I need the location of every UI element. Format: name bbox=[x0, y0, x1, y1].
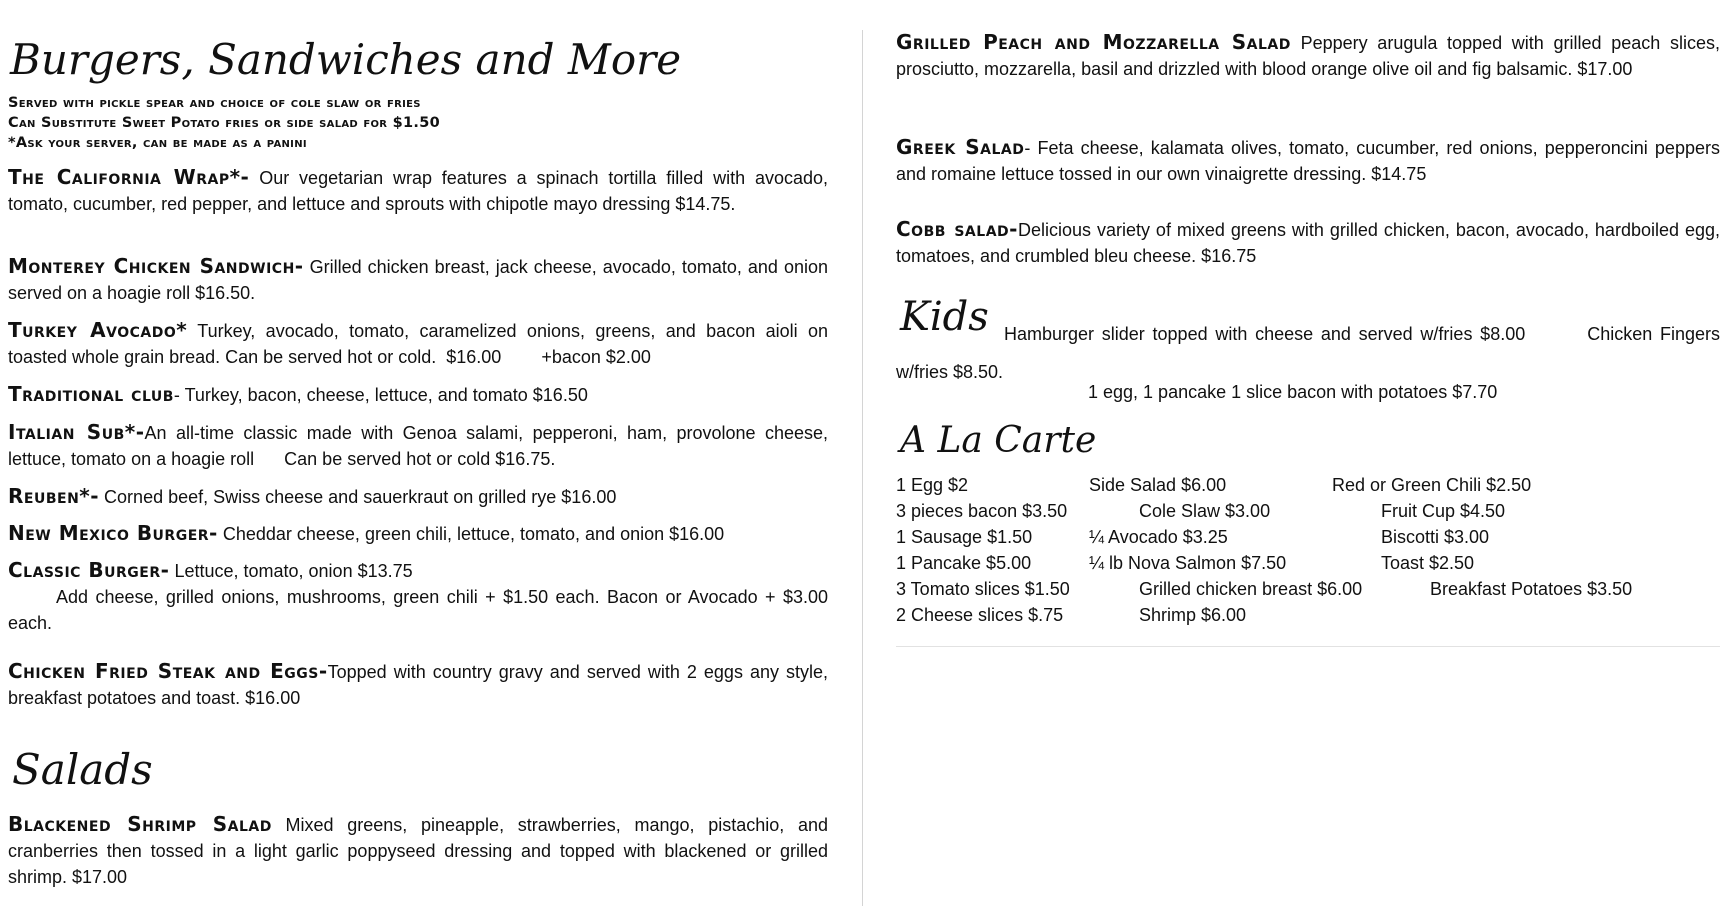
alacarte-cell: Side Salad $6.00 bbox=[1089, 475, 1227, 495]
menu-item-turkey-avocado bbox=[8, 317, 834, 370]
salads-heading: Salads bbox=[12, 745, 153, 794]
item-name: Chicken Fried Steak and Eggs- bbox=[8, 659, 328, 683]
item-name: Blackened Shrimp Salad bbox=[8, 812, 272, 836]
kids-heading: Kids bbox=[900, 294, 989, 340]
alacarte-cell: Shrimp $6.00 bbox=[1139, 605, 1247, 625]
alacarte-cell: 1 Sausage $1.50 bbox=[896, 527, 1033, 547]
column-divider bbox=[862, 30, 863, 906]
menu-item-blackened-shrimp-salad bbox=[8, 811, 828, 890]
menu-item-greek-salad bbox=[896, 134, 1720, 187]
alacarte-cell: 1 Egg $2 bbox=[896, 475, 969, 495]
item-desc: Delicious variety of mixed greens with grilled chicken, bacon, avocado, hardboiled egg, tomatoes, and crumbled bleu cheese. $16.75 bbox=[896, 220, 1720, 266]
menu-item-chicken-fried-steak bbox=[8, 658, 828, 711]
alacarte-cell: ¼ Avocado $3.25 bbox=[1089, 527, 1228, 547]
menu-item-cobb-salad bbox=[896, 216, 1720, 269]
menu-item-reuben bbox=[8, 483, 828, 510]
item-desc: - Feta cheese, kalamata olives, tomato, cucumber, red onions, pepperoncini peppers and romaine lettuce tossed in our own vinaigrette dressing. $14.75 bbox=[896, 138, 1720, 184]
menu-item-grilled-peach-salad bbox=[896, 29, 1720, 82]
menu-item-new-mexico-burger bbox=[8, 520, 828, 547]
item-extra: Add cheese, grilled onions, mushrooms, green chili + $1.50 each. Bacon or Avocado + $3.00 each. bbox=[8, 587, 828, 633]
alacarte-cell: 1 Pancake $5.00 bbox=[896, 553, 1032, 573]
note-line: Served with pickle spear and choice of cole slaw or fries bbox=[8, 95, 421, 111]
item-name: Cobb salad- bbox=[896, 217, 1018, 241]
alacarte-cell: Red or Green Chili $2.50 bbox=[1332, 475, 1532, 495]
burgers-notes bbox=[8, 93, 828, 153]
item-name: Monterey Chicken Sandwich- bbox=[8, 254, 304, 278]
item-desc: Cheddar cheese, green chili, lettuce, tomato, and onion $16.00 bbox=[217, 524, 725, 544]
item-name: Turkey Avocado* bbox=[8, 318, 188, 342]
burgers-heading: Burgers, Sandwiches and More bbox=[10, 35, 682, 84]
menu-item-traditional-club bbox=[8, 381, 828, 408]
item-name: Classic Burger- bbox=[8, 558, 170, 582]
alacarte-cell: Breakfast Potatoes $3.50 bbox=[1430, 579, 1633, 599]
alacarte-cell: Grilled chicken breast $6.00 bbox=[1139, 579, 1363, 599]
note-line: Can Substitute Sweet Potato fries or side salad for $1.50 bbox=[8, 115, 441, 131]
alacarte-cell: 2 Cheese slices $.75 bbox=[896, 605, 1064, 625]
item-desc: Our vegetarian wrap features a spinach tortilla filled with avocado, tomato, cucumber, red pepper, and lettuce and sprouts with chipotle mayo dressing $14.75. bbox=[8, 168, 829, 214]
item-desc: Peppery arugula topped with grilled peach slices, prosciutto, mozzarella, basil and drizzled with blood orange olive oil and fig balsamic. $17.00 bbox=[896, 33, 1720, 79]
item-name: Italian Sub*- bbox=[8, 420, 145, 444]
menu-item-california-wrap bbox=[8, 164, 828, 217]
alacarte-cell: 3 Tomato slices $1.50 bbox=[896, 579, 1070, 599]
section-rule bbox=[896, 646, 1720, 647]
item-desc: Lettuce, tomato, onion $13.75 bbox=[169, 561, 413, 581]
item-name: Grilled Peach and Mozzarella Salad bbox=[896, 30, 1291, 54]
item-name: The California Wrap*- bbox=[8, 165, 250, 189]
item-name: Reuben*- bbox=[8, 484, 100, 508]
alacarte-cell: Fruit Cup $4.50 bbox=[1381, 501, 1506, 521]
item-desc: Turkey, avocado, tomato, caramelized onions, greens, and bacon aioli on toasted whole grain bread. Can be served hot or cold. $16.00 +bacon $2.00 bbox=[8, 321, 834, 367]
alacarte-cell: 3 pieces bacon $3.50 bbox=[896, 501, 1068, 521]
alacarte-cell: ¼ lb Nova Salmon $7.50 bbox=[1089, 553, 1287, 573]
menu-item-classic-burger bbox=[8, 557, 828, 636]
item-desc: Topped with country gravy and served with 2 eggs any style, breakfast potatoes and toast. $16.00 bbox=[8, 662, 828, 708]
item-desc: - Turkey, bacon, cheese, lettuce, and tomato $16.50 bbox=[173, 385, 588, 405]
alacarte-cell: Cole Slaw $3.00 bbox=[1139, 501, 1271, 521]
alacarte-cell: Toast $2.50 bbox=[1381, 553, 1475, 573]
item-name: Traditional club bbox=[8, 382, 174, 406]
menu-item-italian-sub bbox=[8, 419, 834, 472]
item-desc: Corned beef, Swiss cheese and sauerkraut on grilled rye $16.00 bbox=[99, 487, 617, 507]
menu-item-monterey-chicken bbox=[8, 253, 828, 306]
kids-line-1: Hamburger slider topped with cheese and served w/fries $8.00 Chicken Fingers w/fries $8.50. bbox=[896, 324, 1726, 382]
item-name: New Mexico Burger- bbox=[8, 521, 218, 545]
note-line: *Ask your server, can be made as a panini bbox=[8, 135, 307, 151]
item-desc: Mixed greens, pineapple, strawberries, mango, pistachio, and cranberries then tossed in a light garlic poppyseed dressing and topped with blackened or grilled shrimp. $17.00 bbox=[8, 815, 829, 887]
item-desc: An all-time classic made with Genoa salami, pepperoni, ham, provolone cheese, lettuce, tomato on a hoagie roll Can be served hot or cold $16.75. bbox=[8, 423, 834, 469]
alacarte-cell: Biscotti $3.00 bbox=[1381, 527, 1490, 547]
kids-line-2: 1 egg, 1 pancake 1 slice bacon with potatoes $7.70 bbox=[1088, 382, 1498, 402]
item-name: Greek Salad bbox=[896, 135, 1025, 159]
alacarte-heading: A La Carte bbox=[900, 420, 1097, 461]
item-desc: Grilled chicken breast, jack cheese, avocado, tomato, and onion served on a hoagie roll $16.50. bbox=[8, 257, 828, 303]
